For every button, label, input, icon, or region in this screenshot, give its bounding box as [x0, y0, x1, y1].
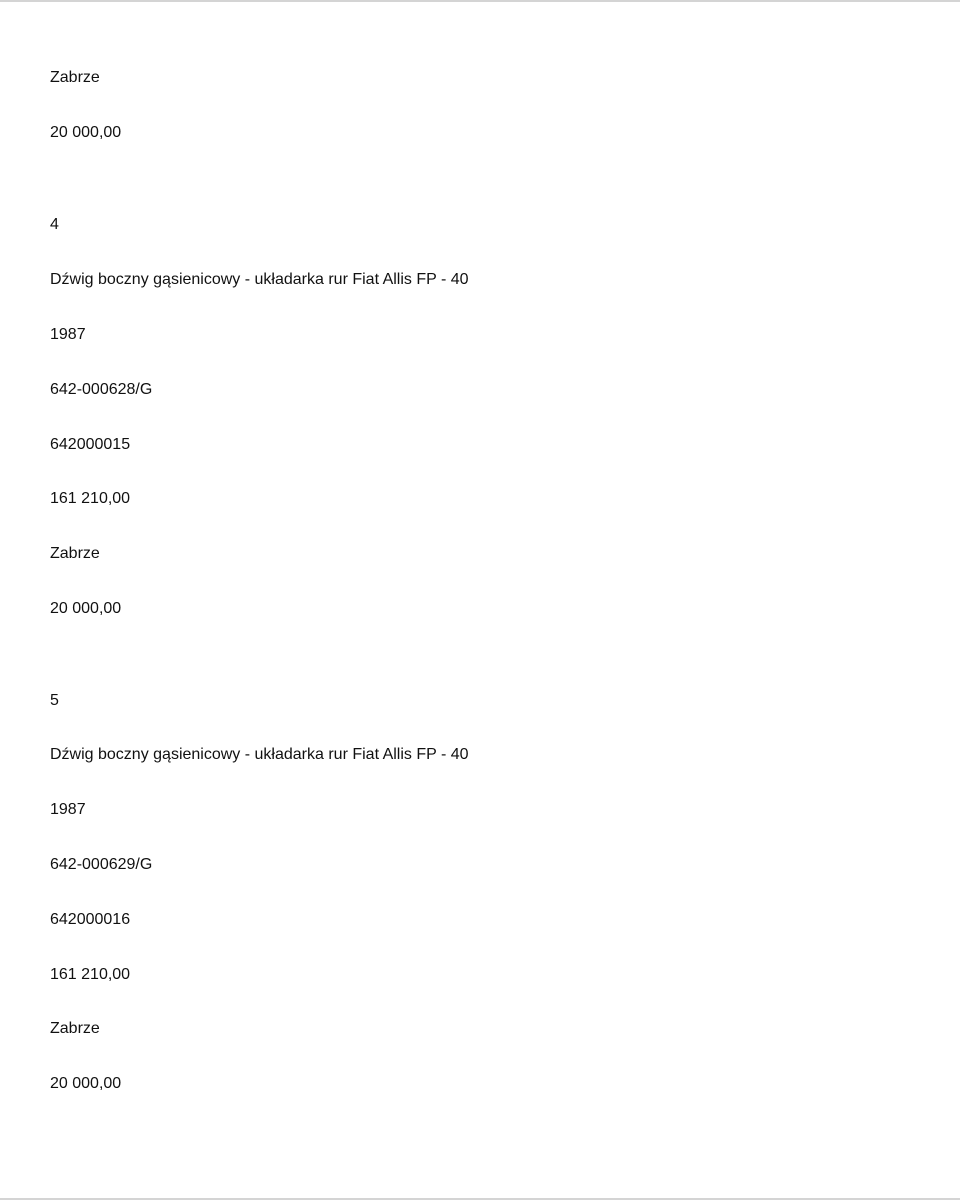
- record-number: 4: [50, 216, 59, 233]
- record-name: Dźwig boczny gąsienicowy - układarka rur Fiat Allis FP - 40: [50, 271, 469, 288]
- page-top-border: [0, 0, 960, 2]
- record-number: 5: [50, 692, 59, 709]
- record-value: 20 000,00: [50, 600, 122, 617]
- record-id-number: 642000016: [50, 911, 131, 928]
- record-year: 1987: [50, 326, 86, 343]
- record-value: 20 000,00: [50, 1075, 122, 1092]
- record-amount: 161 210,00: [50, 966, 131, 983]
- record-location: Zabrze: [50, 1020, 100, 1037]
- fragment-location: Zabrze: [50, 69, 100, 86]
- record-year: 1987: [50, 801, 86, 818]
- record-name: Dźwig boczny gąsienicowy - układarka rur Fiat Allis FP - 40: [50, 746, 469, 763]
- record-inventory-number: 642-000628/G: [50, 381, 153, 398]
- record-id-number: 642000015: [50, 436, 131, 453]
- record-location: Zabrze: [50, 545, 100, 562]
- fragment-value: 20 000,00: [50, 124, 122, 141]
- record-inventory-number: 642-000629/G: [50, 856, 153, 873]
- record-amount: 161 210,00: [50, 490, 131, 507]
- page-bottom-border: [0, 1198, 960, 1200]
